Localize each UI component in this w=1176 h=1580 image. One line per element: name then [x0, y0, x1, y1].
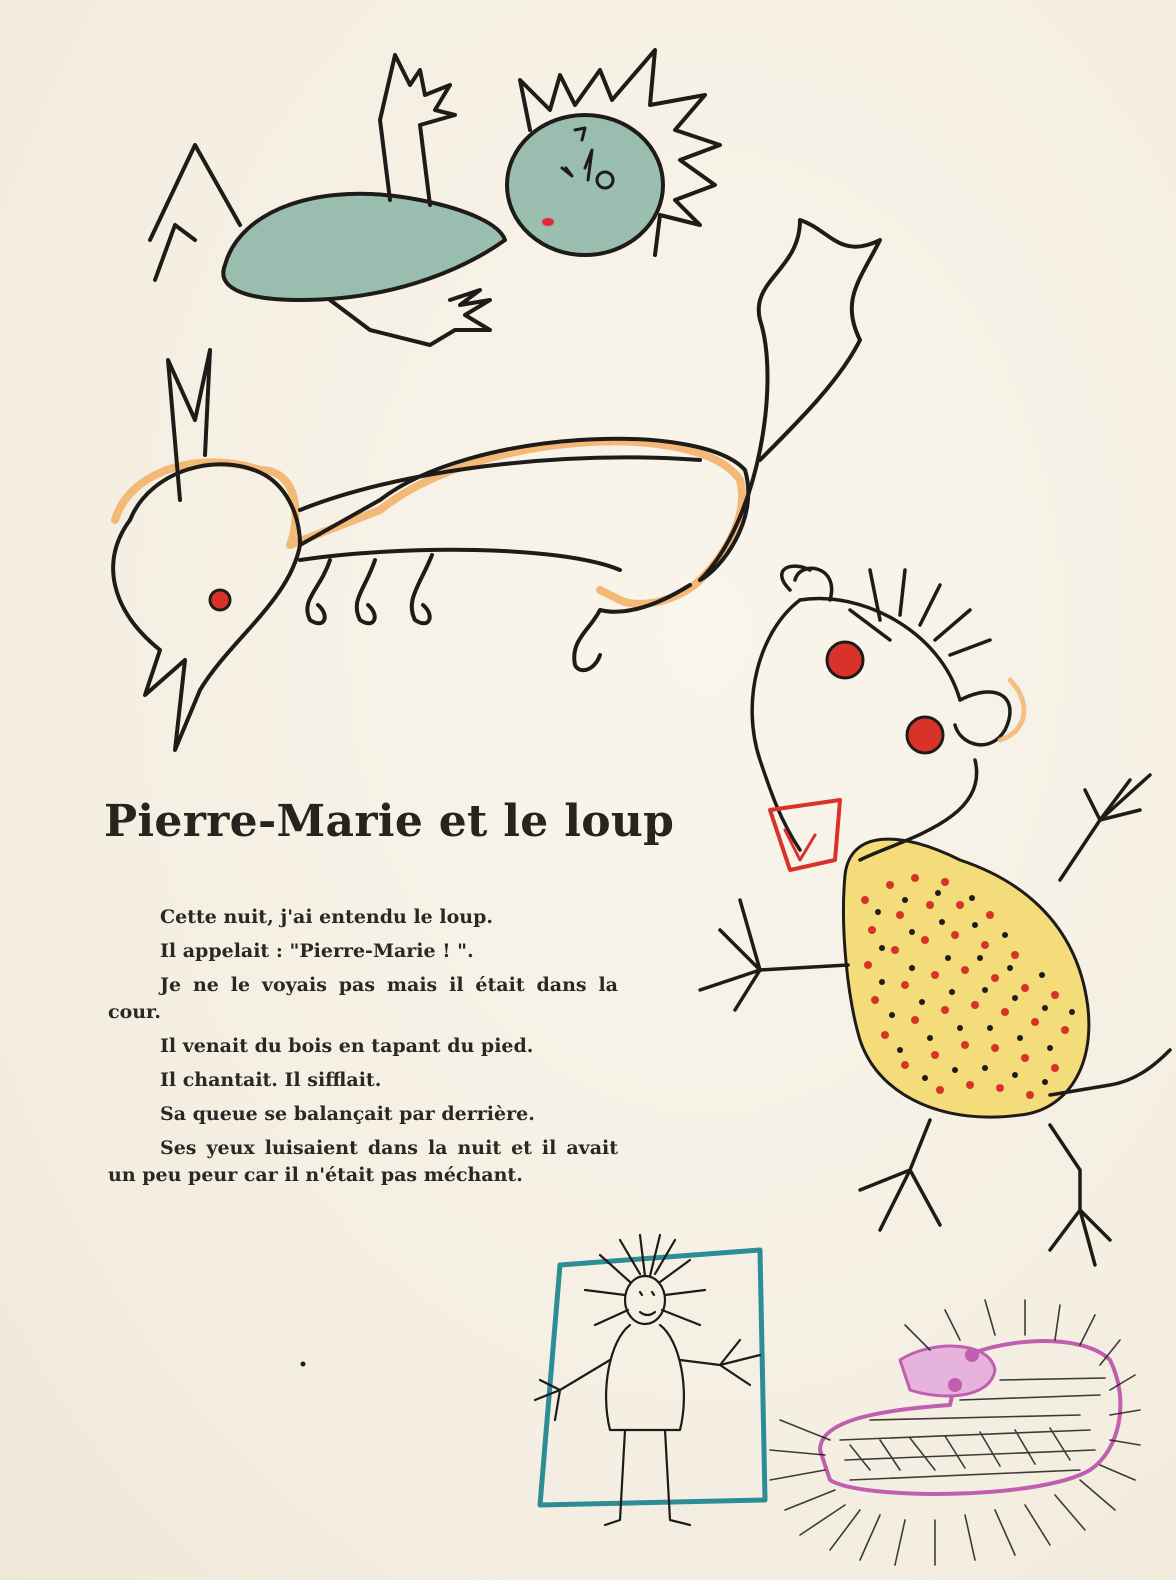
- story-paragraph: Cette nuit, j'ai entendu le loup.: [160, 906, 493, 928]
- hairy-creature-drawing: [770, 1300, 1140, 1565]
- story-paragraph: Il venait du bois en tapant du pied.: [160, 1035, 534, 1057]
- story-paragraph: Je ne le voyais pas mais il était dans la cour.: [108, 974, 618, 1023]
- story-paragraph: Ses yeux luisaient dans la nuit et il avait un peu peur car il n'était pas méchant.: [108, 1137, 618, 1186]
- page-title: Pierre-Marie et le loup: [104, 796, 675, 847]
- wolf-drawing: [700, 566, 1170, 1265]
- child-portrait-drawing: [535, 1235, 765, 1525]
- fox-drawing: [113, 220, 880, 750]
- story-text: [108, 904, 618, 1196]
- story-paragraph: Il appelait : "Pierre-Marie ! ".: [160, 940, 474, 962]
- story-paragraph: Il chantait. Il sifflait.: [160, 1069, 382, 1091]
- ink-speck: [301, 1362, 306, 1367]
- bird-creature-drawing: [150, 50, 720, 345]
- story-paragraph: Sa queue se balançait par derrière.: [160, 1103, 535, 1125]
